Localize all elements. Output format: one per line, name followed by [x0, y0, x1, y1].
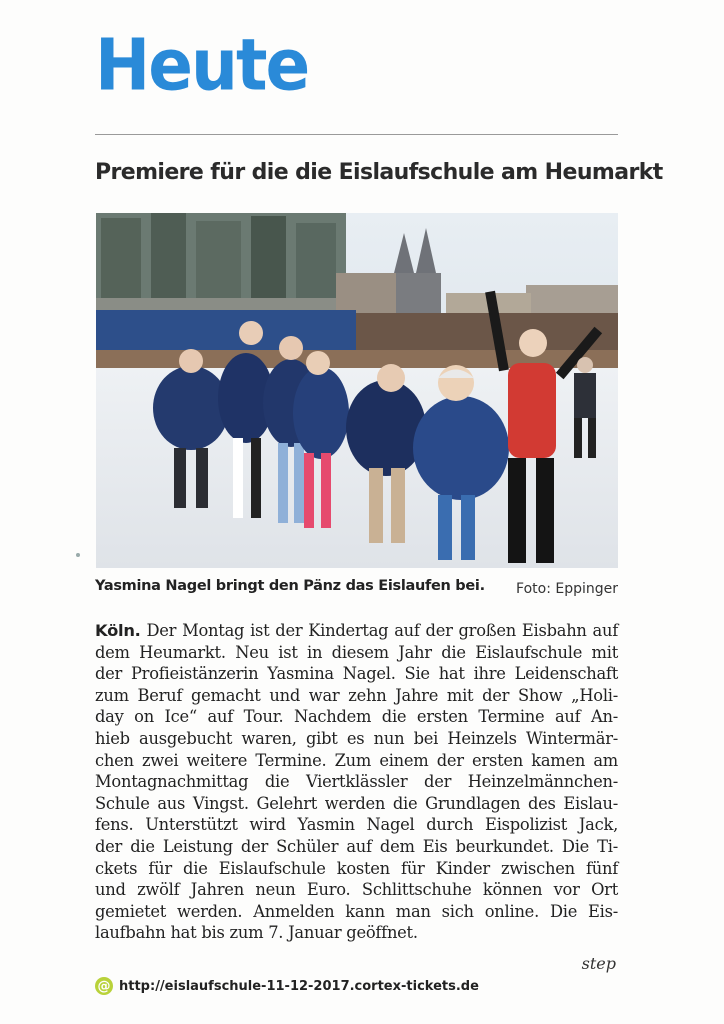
at-icon: @: [95, 977, 113, 995]
article-line: hieb ausgebucht waren, gibt es nun bei Heinzels Wintermär-: [95, 728, 618, 748]
article-line: day on Ice“ auf Tour. Nachdem die ersten Termine auf An-: [95, 707, 618, 727]
article-line: der die Leistung der Schüler auf dem Eis beurkundet. Die Ti-: [95, 836, 618, 856]
article-line: Köln. Der Montag ist der Kindertag auf der großen Eisbahn auf: [95, 621, 618, 640]
article-photo: [96, 213, 618, 568]
article-body: [95, 620, 618, 944]
monument-statues: [96, 213, 346, 310]
article-line: dem Heumarkt. Neu ist in diesem Jahr die Eislaufschule mit: [95, 642, 618, 662]
article-line: der Profieistänzerin Yasmina Nagel. Sie hat ihre Leidenschaft: [95, 664, 618, 684]
article-headline: Premiere für die die Eislaufschule am Heumarkt: [95, 160, 663, 185]
article-line: ckets für die Eislaufschule kosten für Kinder zwischen fünf: [95, 858, 618, 878]
article-line: zum Beruf gemacht und war zehn Jahre mit der Show „Holi-: [95, 685, 618, 705]
ticket-link-url[interactable]: http://eislaufschule-11-12-2017.cortex-tickets.de: [119, 978, 479, 994]
section-masthead: Heute: [95, 23, 309, 107]
article-line: laufbahn hat bis zum 7. Januar geöffnet.: [95, 923, 418, 943]
article-line: chen zwei weitere Termine. Zum einem der ersten kamen am: [95, 750, 618, 770]
photo-credit: Foto: Eppinger: [516, 581, 618, 597]
article-line: und zwölf Jahren neun Euro. Schlittschuhe können vor Ort: [95, 880, 618, 900]
photo-caption: Yasmina Nagel bringt den Pänz das Eislaufen bei.: [95, 578, 485, 594]
article-line: gemietet werden. Anmelden kann man sich online. Die Eis-: [95, 901, 618, 921]
article-city: Köln.: [95, 621, 141, 640]
article-line: Montagnachmittag die Viertklässler der Heinzelmännchen-: [95, 772, 618, 792]
ticket-link-row[interactable]: [95, 977, 479, 995]
article-line: fens. Unterstützt wird Yasmin Nagel durch Eispolizist Jack,: [95, 815, 618, 835]
scan-speck: [76, 553, 80, 557]
article-line: Schule aus Vingst. Gelehrt werden die Grundlagen des Eislau-: [95, 793, 618, 813]
author-signature: step: [581, 954, 616, 973]
masthead-divider: [95, 134, 618, 135]
